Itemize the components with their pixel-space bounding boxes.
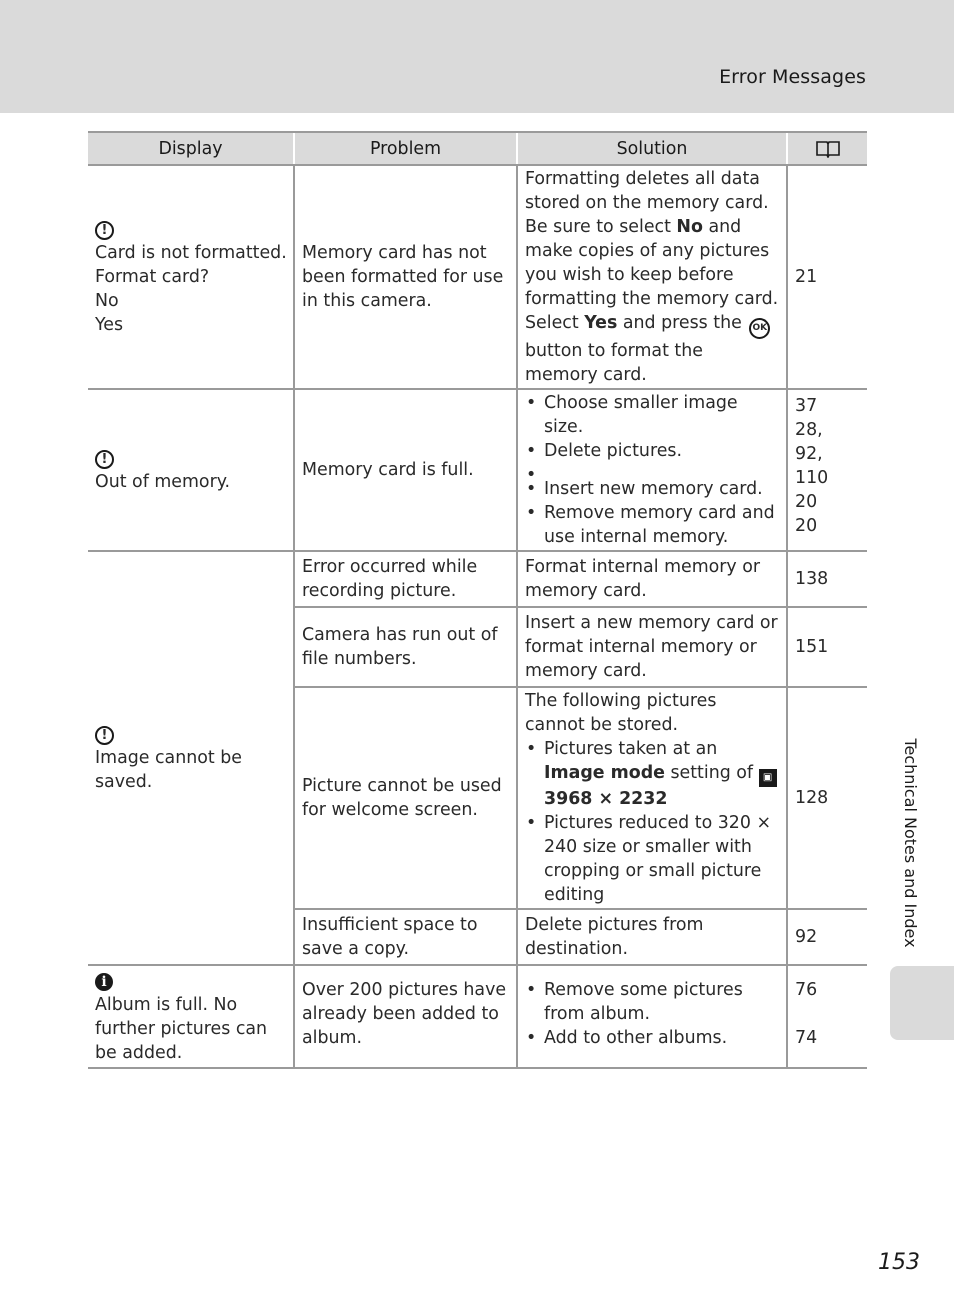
column-header-page — [787, 132, 867, 165]
table-row — [88, 965, 867, 1068]
ok-button-icon: OK — [749, 318, 770, 339]
page-ref: 28, — [795, 420, 823, 440]
display-cell — [88, 165, 294, 389]
page-cell: 138 — [787, 551, 867, 607]
image-size-icon: ▣ — [759, 769, 777, 787]
solution-list — [525, 978, 780, 1050]
solution-text: setting of — [664, 763, 759, 783]
display-line: Image cannot be saved. — [95, 748, 242, 792]
table-row — [88, 551, 867, 607]
solution-cell — [517, 687, 787, 909]
page-ref: 74 — [795, 1028, 818, 1048]
list-item: • Remove some pictures from album. — [525, 978, 780, 1026]
solution-list — [525, 391, 780, 549]
list-item: • Insert new memory card. — [525, 477, 780, 501]
side-section-text: Technical Notes and Index — [901, 738, 920, 948]
solution-text: Pictures taken at an — [544, 739, 718, 759]
table-row — [88, 389, 867, 551]
display-line: Album is full. No further pictures can be added. — [95, 994, 268, 1063]
page-cell — [787, 389, 867, 551]
solution-cell — [517, 165, 787, 389]
list-item — [525, 737, 780, 811]
solution-text: and make copies of any pictures you wish to keep before formatting the memory card. Select — [525, 217, 779, 333]
column-header-problem: Problem — [294, 132, 517, 165]
problem-cell: Memory card has not been formatted for use in this camera. — [294, 165, 517, 389]
image-size-value: 3968 × 2232 — [544, 789, 668, 809]
page-ref: 20 — [795, 492, 818, 512]
page-ref: 37 — [795, 396, 818, 416]
book-icon — [815, 140, 841, 158]
page-number: 153 — [878, 1250, 920, 1275]
solution-text: button to format the memory card. — [525, 341, 703, 385]
info-icon: i — [95, 973, 113, 991]
warning-icon: ! — [95, 450, 114, 469]
side-tab — [890, 966, 954, 1040]
column-header-solution: Solution — [517, 132, 787, 165]
column-header-display: Display — [88, 132, 294, 165]
problem-cell: Over 200 pictures have already been added to album. — [294, 965, 517, 1068]
warning-icon: ! — [95, 221, 114, 240]
solution-text: Formatting deletes all data stored on the memory card. Be sure to select — [525, 169, 769, 237]
solution-list — [525, 737, 780, 907]
solution-option-no: No — [676, 217, 703, 237]
list-item: • Add to other albums. — [525, 1026, 780, 1050]
solution-cell — [517, 965, 787, 1068]
problem-cell: Memory card is full. — [294, 389, 517, 551]
problem-cell: Picture cannot be used for welcome screen. — [294, 687, 517, 909]
list-item: • Pictures reduced to 320 × 240 size or smaller with cropping or small picture editing — [525, 811, 780, 907]
table-row — [88, 165, 867, 389]
list-item: • Remove memory card and use internal memory. — [525, 501, 780, 549]
list-spacer — [525, 463, 780, 477]
display-line: Format card? — [95, 267, 210, 287]
warning-icon: ! — [95, 726, 114, 745]
section-title: Error Messages — [719, 66, 866, 88]
solution-option-yes: Yes — [584, 313, 618, 333]
problem-cell: Insufficient space to save a copy. — [294, 909, 517, 965]
page-ref: 76 — [795, 980, 818, 1000]
page-cell: 128 — [787, 687, 867, 909]
header-band — [0, 0, 954, 113]
solution-cell: Delete pictures from destination. — [517, 909, 787, 965]
display-cell — [88, 551, 294, 965]
list-item: • Delete pictures. — [525, 439, 780, 463]
solution-cell — [517, 389, 787, 551]
display-line: Out of memory. — [95, 472, 231, 492]
page-cell — [787, 965, 867, 1068]
page-cell: 92 — [787, 909, 867, 965]
solution-text: and press the — [617, 313, 748, 333]
solution-intro: The following pictures cannot be stored. — [525, 691, 717, 735]
solution-cell: Insert a new memory card or format internal memory or memory card. — [517, 607, 787, 687]
page-ref: 20 — [795, 516, 818, 536]
page-ref: 92, 110 — [795, 444, 829, 488]
display-cell — [88, 965, 294, 1068]
display-cell — [88, 389, 294, 551]
image-mode-label: Image mode — [544, 763, 665, 783]
problem-cell: Error occurred while recording picture. — [294, 551, 517, 607]
page-cell: 21 — [787, 165, 867, 389]
table-header-row — [88, 132, 867, 165]
page-cell: 151 — [787, 607, 867, 687]
solution-cell: Format internal memory or memory card. — [517, 551, 787, 607]
list-item: • Choose smaller image size. — [525, 391, 780, 439]
display-line: Card is not formatted. — [95, 243, 287, 263]
page-ref-gap — [795, 1002, 861, 1026]
error-messages-table — [88, 131, 867, 1069]
display-line: Yes — [95, 315, 124, 335]
display-line: No — [95, 291, 119, 311]
problem-cell: Camera has run out of file numbers. — [294, 607, 517, 687]
